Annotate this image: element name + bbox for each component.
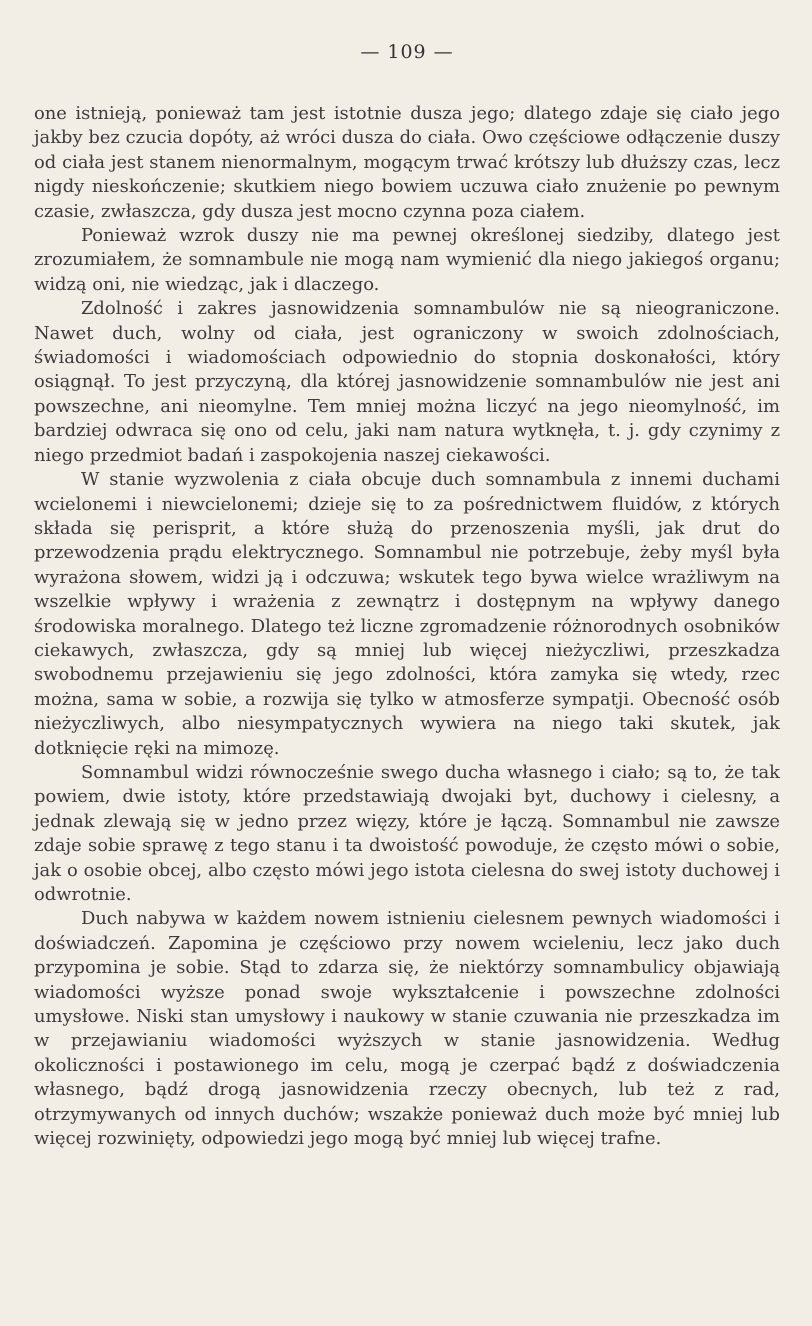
paragraph-5: Somnambul widzi równocześnie swego ducha własnego i ciało; są to, że tak powiem, dwie istoty, które przedstawiają dwojaki byt, duchowy i cielesny, a jednak zlewają się w jedno przez więzy, które je łączą. Somnambul nie zawsze zdaje sobie sprawę z tego stanu i ta dwoistość powoduje, że często mówi o sobie, jak o osobie obcej, albo często mówi jego istota cielesna do swej istoty duchowej i odwrotnie. (34, 761, 780, 905)
paragraph-3: Zdolność i zakres jasnowidzenia somnambulów nie są nieograniczone. Nawet duch, wolny od ciała, jest ograniczony w swoich zdolnościach, świadomości i wiadomościach odpowiednio do stopnia doskonałości, który osiągnął. To jest przyczyną, dla której jasnowidzenie somnambulów nie jest ani powszechne, ani nieomylne. Tem mniej można liczyć na jego nieomylność, im bardziej odwraca się ono od celu, jaki nam natura wytknęła, t. j. gdy czynimy z niego przedmiot badań i zaspokojenia naszej ciekawości. (34, 298, 780, 466)
paragraph-2: Ponieważ wzrok duszy nie ma pewnej określonej siedziby, dlatego jest zrozumiałem, że somnambule nie mogą nam wymienić dla niego jakiegoś organu; widzą oni, nie wiedząc, jak i dlaczego. (34, 225, 780, 295)
paragraph-6: Duch nabywa w każdem nowem istnieniu cielesnem pewnych wiadomości i doświadczeń. Zapomina je częściowo przy nowem wcieleniu, lecz jako duch przypomina je sobie. Stąd to zdarza się, że niektórzy somnambulicy objawiają wiadomości wyższe ponad swoje wykształcenie i powszechne zdolności umysłowe. Niski stan umysłowy i naukowy w stanie czuwania nie przeszkadza im w przejawianiu wiadomości wyższych w stanie jasnowidzenia. Według okoliczności i postawionego im celu, mogą je czerpać bądź z doświadczenia własnego, bądź drogą jasnowidzenia rzeczy obecnych, lub też z rad, otrzymywanych od innych duchów; wszakże ponieważ duch może być mniej lub więcej rozwinięty, odpowiedzi jego mogą być mniej lub więcej trafne. (34, 908, 780, 1150)
body-text (34, 102, 780, 1151)
paragraph-4: W stanie wyzwolenia z ciała obcuje duch somnambula z innemi duchami wcielonemi i niewcielonemi; dzieje się to za pośrednictwem fluidów, z których składa się perisprit, a które służą do przenoszenia myśli, jak drut do przewodzenia prądu elektrycznego. Somnambul nie potrzebuje, żeby myśl była wyrażona słowem, widzi ją i odczuwa; wskutek tego bywa wielce wrażliwym na wszelkie wpływy i wrażenia z zewnątrz i dostępnym na wpływy danego środowiska moralnego. Dlatego też liczne zgromadzenie różnorodnych osobników ciekawych, zwłaszcza, gdy są mniej lub więcej nieżyczliwi, przeszkadza swobodnemu przejawieniu się jego zdolności, która zamyka się wtedy, rzec można, sama w sobie, a rozwija się tylko w atmosferze sympatji. Obecność osób nieżyczliwych, albo niesympatycznych wywiera na niego taki skutek, jak dotknięcie ręki na mimozę. (34, 469, 780, 759)
page-number: — 109 — (360, 41, 454, 63)
paragraph-1: one istnieją, ponieważ tam jest istotnie dusza jego; dlatego zdaje się ciało jego jakby bez czucia dopóty, aż wróci dusza do ciała. Owo częściowe odłączenie duszy od ciała jest stanem nienormalnym, mogącym trwać krótszy lub dłuższy czas, lecz nigdy nieskończenie; skutkiem niego bowiem uczuwa ciało znużenie po pewnym czasie, zwłaszcza, gdy dusza jest mocno czynna poza ciałem. (34, 103, 780, 222)
